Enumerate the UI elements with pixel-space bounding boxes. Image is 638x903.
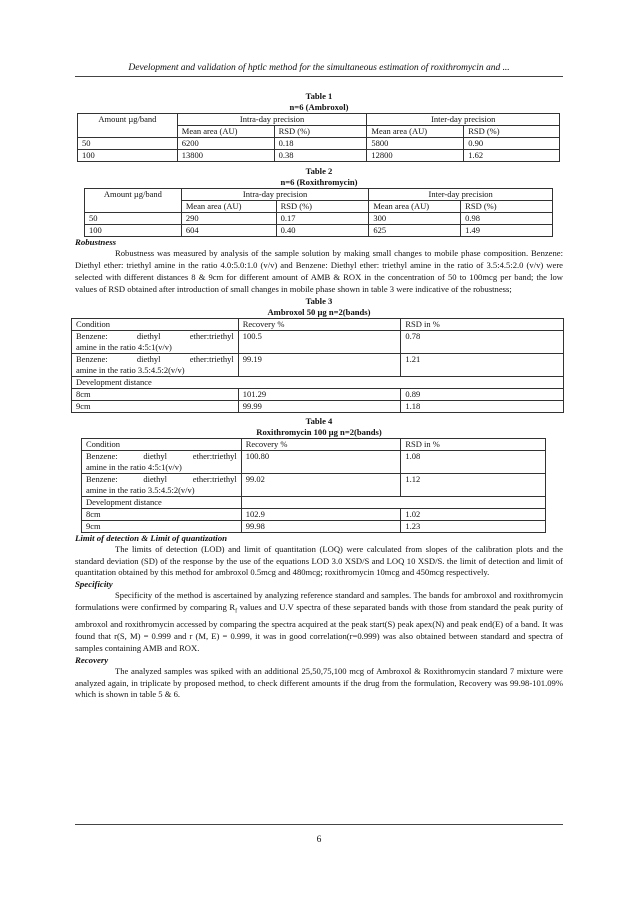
table-cell <box>82 450 242 473</box>
table3-caption: Table 3 <box>305 295 333 306</box>
table-cell: 100.80 <box>241 450 401 473</box>
table2-sub-rsd-inter: RSD (%) <box>461 201 553 213</box>
table-row <box>85 225 553 237</box>
table-row <box>72 388 564 400</box>
specificity-text-b: values and U.V spectra of these separated bands with those from standard the peak purity of ambroxol and roxithromycin accessed by comparing the spectra acquired at the peak start(S) peak apex(N) and peak end(E) of a band. It was found that r(S, M) = 0.999 and r (M, E) = 0.999, it was in good correlation(r=0.999) was also obtained between standard and spectra of samples containing AMB and ROX. <box>75 602 564 653</box>
table-row <box>78 114 560 126</box>
table-row <box>72 318 564 330</box>
table-cell: 1.23 <box>401 520 546 532</box>
table-row <box>82 438 546 450</box>
table1-caption: Table 1 <box>305 91 333 101</box>
table-cell: 290 <box>181 213 276 225</box>
table-cell: 6200 <box>177 138 274 150</box>
table-cell: 1.18 <box>401 400 564 412</box>
table1-block <box>75 91 563 162</box>
table-cell <box>78 126 178 138</box>
page-number: 6 <box>75 824 563 845</box>
table-cell: 102.9 <box>241 508 401 520</box>
table-cell: 1.49 <box>461 225 553 237</box>
table2-sub-mean-inter: Mean area (AU) <box>369 201 461 213</box>
table-cell: 0.40 <box>276 225 369 237</box>
table1-sub-rsd-inter: RSD (%) <box>464 126 560 138</box>
table1-sub-rsd-intra: RSD (%) <box>274 126 367 138</box>
table1-sub-mean-inter: Mean area (AU) <box>367 126 464 138</box>
table-row <box>78 138 560 150</box>
table3-col-recovery: Recovery % <box>238 318 401 330</box>
table2-sub-rsd-intra: RSD (%) <box>276 201 369 213</box>
table-cell: 12800 <box>367 150 464 162</box>
table-row <box>72 330 564 353</box>
page <box>75 62 564 845</box>
table1-col-amount: Amount µg/band <box>78 114 178 126</box>
table4-cond2-line1: Benzene: diethyl ether:triethyl <box>86 473 237 484</box>
table-cell: 0.98 <box>461 213 553 225</box>
table-cell: 625 <box>369 225 461 237</box>
lod-heading: Limit of detection & Limit of quantization <box>75 532 227 543</box>
table-cell: 100 <box>85 225 182 237</box>
table4-col-recovery: Recovery % <box>241 438 401 450</box>
table-cell: 1.21 <box>401 353 564 376</box>
rf-subscript: f <box>235 608 238 615</box>
table-cell: 1.02 <box>401 508 546 520</box>
table4-col-condition: Condition <box>82 438 242 450</box>
robustness-heading: Robustness <box>75 237 117 247</box>
robustness-section <box>75 237 563 296</box>
specificity-heading: Specificity <box>75 579 113 590</box>
table-cell: 9cm <box>72 400 239 412</box>
table-row <box>78 150 560 162</box>
table-cell: 0.17 <box>276 213 369 225</box>
table3-dev-distance: Development distance <box>72 376 564 388</box>
table-row <box>82 496 546 508</box>
table-cell <box>82 473 242 496</box>
lod-section <box>75 533 563 580</box>
table3-col-rsd: RSD in % <box>401 318 564 330</box>
table-row <box>82 473 546 496</box>
table4-cond1-line2: amine in the ratio 4:5:1(v/v) <box>86 461 182 472</box>
table2-col-intra: Intra-day precision <box>181 189 369 201</box>
table-cell: 0.78 <box>401 330 564 353</box>
running-head: Development and validation of hptlc method for the simultaneous estimation of roxithromycin and ... <box>75 62 563 77</box>
table2-col-amount: Amount µg/band <box>85 189 182 201</box>
table4 <box>81 438 546 533</box>
specificity-section <box>75 579 563 654</box>
recovery-heading: Recovery <box>75 654 109 665</box>
table-cell: 300 <box>369 213 461 225</box>
table-row <box>85 213 553 225</box>
table4-subcaption: Roxithromycin 100 µg n=2(bands) <box>256 426 382 437</box>
specificity-text <box>75 590 563 654</box>
recovery-text: The analyzed samples was spiked with an additional 25,50,75,100 mcg of Ambroxol & Roxithromycin standard 7 mixture were analyzed again, in triplicate by proposed method, to check different amounts if the drug from the formulation, Recovery was 99.98-101.09% which is shown in table 5 & 6. <box>75 665 563 700</box>
table-cell: 99.98 <box>241 520 401 532</box>
table-cell: 100 <box>78 150 178 162</box>
table4-col-rsd: RSD in % <box>401 438 546 450</box>
table-row <box>72 376 564 388</box>
table3-subcaption: Ambroxol 50 µg n=2(bands) <box>267 306 371 317</box>
table3-cond1-line2: amine in the ratio 4:5:1(v/v) <box>76 341 172 352</box>
table4-dev-distance: Development distance <box>82 496 242 508</box>
table-cell: 604 <box>181 225 276 237</box>
table-cell: 50 <box>85 213 182 225</box>
table-cell: 0.89 <box>401 388 564 400</box>
table-cell <box>72 330 239 353</box>
table3-cond1-line1: Benzene: diethyl ether:triethyl <box>76 330 234 341</box>
table-cell: 100.5 <box>238 330 401 353</box>
table-cell: 0.38 <box>274 150 367 162</box>
table-row <box>82 450 546 473</box>
table-row <box>85 189 553 201</box>
table-cell: 99.99 <box>238 400 401 412</box>
table1-col-intra: Intra-day precision <box>177 114 367 126</box>
table-row <box>82 520 546 532</box>
table-cell: 101.29 <box>238 388 401 400</box>
table2-sub-mean-intra: Mean area (AU) <box>181 201 276 213</box>
table1 <box>77 113 560 162</box>
specificity-text-a: Specificity of the method is ascertained by analyzing reference standard and samples. The bands for ambroxol and roxithromycin formulations were confirmed by comparing R <box>75 590 563 613</box>
table-cell: 99.19 <box>238 353 401 376</box>
table-row <box>72 400 564 412</box>
robustness-text: Robustness was measured by analysis of the sample solution by making small changes to mobile phase composition. Benzene: Diethyl ether: triethyl amine in the ratio 4.0:5.0:1.0 (v/v) and Benzene: Diethyl ether: triethyl amine in the ratio of 3.5:4.5:2.0 (v/v) were selected with different distances 8 & 9cm for different amount of AMB & ROX in the concentration of 50 to 100mcg per band; the low values of RSD obtained after introduction of small changes in mobile phase shown in table 3 were indicative of the robustness; <box>75 248 563 294</box>
table2-caption: Table 2 <box>305 166 333 176</box>
table1-col-inter: Inter-day precision <box>367 114 560 126</box>
table-cell: 1.62 <box>464 150 560 162</box>
recovery-section <box>75 655 563 702</box>
table3 <box>71 318 564 413</box>
table-cell: 99.02 <box>241 473 401 496</box>
table-cell: 8cm <box>72 388 239 400</box>
table-cell: 50 <box>78 138 178 150</box>
table2-subcaption: n=6 (Roxithromycin) <box>280 177 358 187</box>
table-row <box>85 201 553 213</box>
table-cell: 1.12 <box>401 473 546 496</box>
table4-block <box>75 416 563 533</box>
table-cell: 9cm <box>82 520 242 532</box>
table-cell: 1.08 <box>401 450 546 473</box>
table-cell: 0.90 <box>464 138 560 150</box>
table-cell <box>241 496 545 508</box>
table3-block <box>75 296 563 413</box>
table-cell <box>72 353 239 376</box>
table4-cond2-line2: amine in the ratio 3.5:4.5:2(v/v) <box>86 484 195 495</box>
table-row <box>78 126 560 138</box>
table2 <box>84 188 553 237</box>
table3-cond2-line2: amine in the ratio 3.5:4.5:2(v/v) <box>76 364 185 375</box>
table-cell: 13800 <box>177 150 274 162</box>
table4-caption: Table 4 <box>305 415 333 426</box>
table-cell: 8cm <box>82 508 242 520</box>
table-cell: 0.18 <box>274 138 367 150</box>
lod-text: The limits of detection (LOD) and limit of quantitation (LOQ) were calculated from slopes of the calibration plots and the standard deviation (SD) of the response by the use of the equations LOD 3.0 XSD/S and LOQ 10 XSD/S. the limit of detection and limit of quantitation obtained by this method for ambroxol 0.5mcg and 480mcg; roxithromycin 10mcg and 450mcg respectively. <box>75 543 563 578</box>
table1-sub-mean-intra: Mean area (AU) <box>177 126 274 138</box>
table3-cond2-line1: Benzene: diethyl ether:triethyl <box>76 353 234 364</box>
table2-block <box>75 166 563 237</box>
table-cell: 5800 <box>367 138 464 150</box>
table3-col-condition: Condition <box>72 318 239 330</box>
table-cell <box>85 201 182 213</box>
table-row <box>82 508 546 520</box>
table-row <box>72 353 564 376</box>
table1-subcaption: n=6 (Ambroxol) <box>289 102 349 112</box>
table2-col-inter: Inter-day precision <box>369 189 553 201</box>
table4-cond1-line1: Benzene: diethyl ether:triethyl <box>86 450 237 461</box>
